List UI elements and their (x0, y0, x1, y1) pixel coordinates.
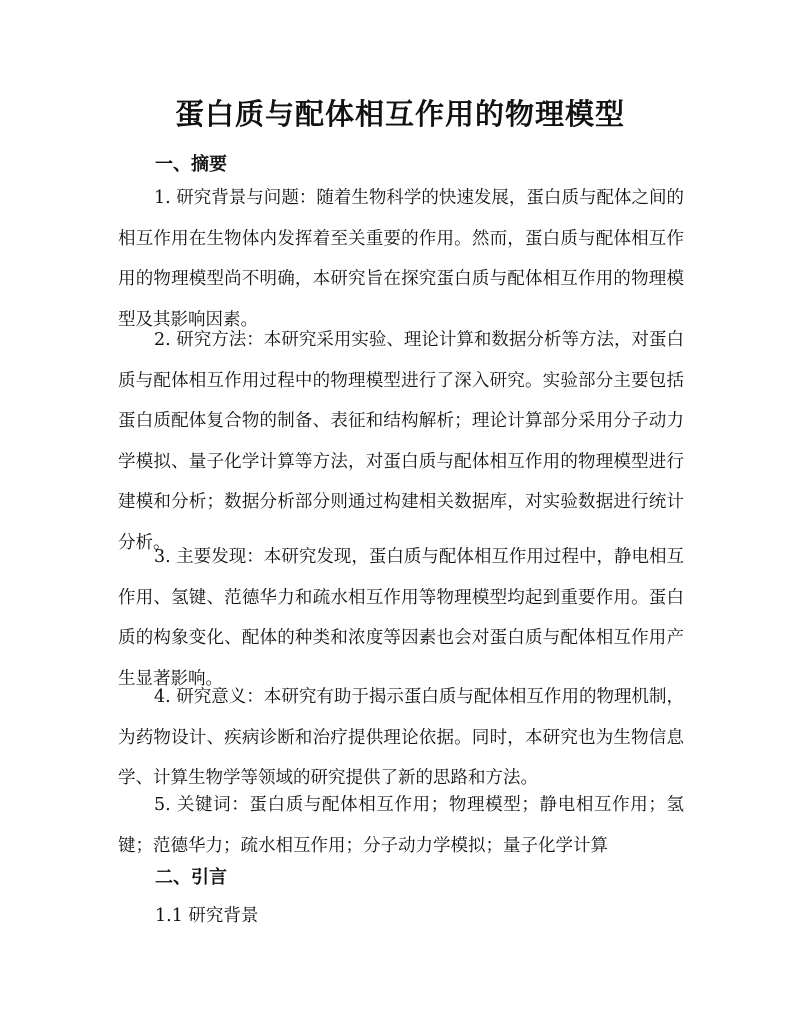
abstract-paragraph-2: 2. 研究方法：本研究采用实验、理论计算和数据分析等方法，对蛋白质与配体相互作用过程中的物理模型进行了深入研究。实验部分主要包括蛋白质配体复合物的制备、表征和结构解析；理论计算部分采用分子动力学模拟、量子化学计算等方法，对蛋白质与配体相互作用的物理模型进行建模和分析；数据分析部分则通过构建相关数据库，对实验数据进行统计分析。 (118, 330, 684, 553)
section-heading-introduction: 二、引言 (155, 867, 227, 888)
subsection-heading-background: 1.1 研究背景 (155, 906, 259, 926)
document-title: 蛋白质与配体相互作用的物理模型 (174, 97, 625, 131)
abstract-paragraph-1: 1. 研究背景与问题：随着生物科学的快速发展，蛋白质与配体之间的相互作用在生物体内发挥着至关重要的作用。然而，蛋白质与配体相互作用的物理模型尚不明确，本研究旨在探究蛋白质与配体相互作用的物理模型及其影响因素。 (118, 188, 684, 330)
abstract-paragraph-4: 4. 研究意义：本研究有助于揭示蛋白质与配体相互作用的物理机制，为药物设计、疾病诊断和治疗提供理论依据。同时，本研究也为生物信息学、计算生物学等领域的研究提供了新的思路和方法。 (118, 687, 684, 788)
section-heading-abstract: 一、摘要 (155, 154, 227, 175)
abstract-paragraph-5-keywords: 5. 关键词：蛋白质与配体相互作用；物理模型；静电相互作用；氢键；范德华力；疏水相互作用；分子动力学模拟；量子化学计算 (118, 795, 684, 856)
abstract-paragraph-3: 3. 主要发现：本研究发现，蛋白质与配体相互作用过程中，静电相互作用、氢键、范德华力和疏水相互作用等物理模型均起到重要作用。蛋白质的构象变化、配体的种类和浓度等因素也会对蛋白质与配体相互作用产生显著影响。 (118, 547, 684, 689)
